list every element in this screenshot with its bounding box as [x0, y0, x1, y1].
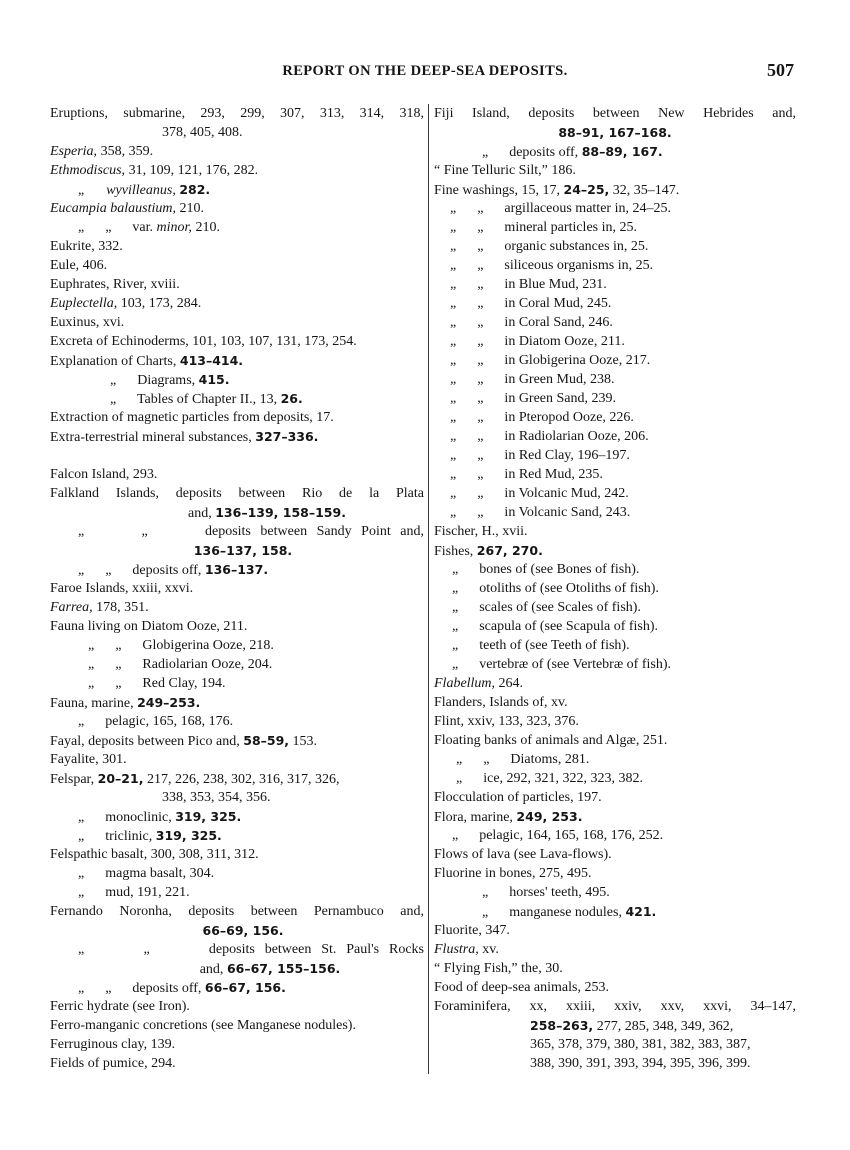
- index-entry: Fischer, H., xvii.: [434, 524, 528, 539]
- index-subentry: „ „ in Pteropod Ooze, 226.: [450, 410, 634, 425]
- index-subentry: „ scapula of (see Scapula of fish).: [452, 619, 659, 634]
- index-entry-continuation: 136–137, 158.: [193, 543, 293, 558]
- index-subentry: „ otoliths of (see Otoliths of fish).: [452, 581, 659, 596]
- index-subentry: „ „ in Green Sand, 239.: [450, 391, 617, 406]
- index-subentry: „ „ deposits between Sandy Point and,: [78, 524, 424, 539]
- index-entry: Euplectella, 103, 173, 284.: [50, 296, 202, 311]
- index-subentry: „ „ in Green Mud, 238.: [450, 372, 615, 387]
- index-entry: Ferric hydrate (see Iron).: [50, 999, 190, 1014]
- index-subentry: „ manganese nodules, 421.: [482, 904, 657, 920]
- index-subentry: „ „ in Red Clay, 196–197.: [450, 448, 630, 463]
- index-entry: Felspathic basalt, 300, 308, 311, 312.: [50, 847, 259, 862]
- index-entry: Fluorine in bones, 275, 495.: [434, 866, 592, 881]
- index-entry: Fiji Island, deposits between New Hebrides and,: [434, 106, 796, 121]
- index-entry: Euphrates, River, xviii.: [50, 277, 180, 292]
- index-subentry: „ teeth of (see Teeth of fish).: [452, 638, 630, 653]
- index-entry: Flint, xxiv, 133, 323, 376.: [434, 714, 579, 729]
- index-subentry: „ mud, 191, 221.: [78, 885, 190, 900]
- index-entry: Fauna, marine, 249–253.: [50, 695, 201, 711]
- index-entry: Falkland Islands, deposits between Rio de la Plata: [50, 486, 424, 501]
- index-entry-continuation: and, 66–67, 155–156.: [199, 961, 341, 977]
- index-column-right: [434, 104, 796, 1073]
- index-subentry: „ pelagic, 165, 168, 176.: [78, 714, 234, 729]
- index-entry: Fayal, deposits between Pico and, 58–59, 153.: [50, 733, 318, 749]
- index-subentry: „ „ in Coral Mud, 245.: [450, 296, 612, 311]
- index-entry: Extra-terrestrial mineral substances, 327–336.: [50, 429, 319, 445]
- index-subentry: „ „ deposits off, 136–137.: [78, 562, 269, 578]
- index-entry-continuation: 378, 405, 408.: [162, 125, 243, 140]
- index-subentry: „ „ Diatoms, 281.: [456, 752, 590, 767]
- index-subentry: „ „ var. minor, 210.: [78, 220, 220, 235]
- index-subentry: „ „ Radiolarian Ooze, 204.: [88, 657, 273, 672]
- index-entry: Ferro-manganic concretions (see Manganese nodules).: [50, 1018, 356, 1033]
- index-entry: Fauna living on Diatom Ooze, 211.: [50, 619, 248, 634]
- index-subentry: „ wyvilleanus, 282.: [78, 182, 211, 198]
- index-entry: Eucampia balaustium, 210.: [50, 201, 204, 216]
- section-gap: [50, 446, 424, 465]
- index-entry: Excreta of Echinoderms, 101, 103, 107, 131, 173, 254.: [50, 334, 357, 349]
- index-subentry: „ „ deposits between St. Paul's Rocks: [78, 942, 424, 957]
- index-entry: Fayalite, 301.: [50, 752, 127, 767]
- index-entry: Flustra, xv.: [434, 942, 499, 957]
- index-entry: Floating banks of animals and Algæ, 251.: [434, 733, 668, 748]
- index-entry-continuation: 365, 378, 379, 380, 381, 382, 383, 387,: [530, 1037, 751, 1052]
- column-divider: [428, 104, 429, 1074]
- index-subentry: „ „ in Volcanic Sand, 243.: [450, 505, 631, 520]
- index-entry: Felspar, 20–21, 217, 226, 238, 302, 316, 317, 326,: [50, 771, 340, 787]
- index-entry: Flanders, Islands of, xv.: [434, 695, 568, 710]
- index-entry-continuation: 88–91, 167–168.: [558, 125, 672, 140]
- page-number: 507: [767, 60, 794, 80]
- index-entry: Flocculation of particles, 197.: [434, 790, 602, 805]
- index-entry: Fernando Noronha, deposits between Pernambuco and,: [50, 904, 424, 919]
- index-entry: “ Fine Telluric Silt,” 186.: [434, 163, 576, 178]
- index-entry: Falcon Island, 293.: [50, 467, 158, 482]
- index-subentry: „ „ in Coral Sand, 246.: [450, 315, 613, 330]
- index-subentry: „ „ in Blue Mud, 231.: [450, 277, 607, 292]
- index-entry: Fluorite, 347.: [434, 923, 510, 938]
- index-entry: Farrea, 178, 351.: [50, 600, 149, 615]
- index-entry: Fine washings, 15, 17, 24–25, 32, 35–147.: [434, 182, 680, 198]
- index-subentry: „ scales of (see Scales of fish).: [452, 600, 641, 615]
- index-entry: Fishes, 267, 270.: [434, 543, 543, 559]
- index-entry: Euxinus, xvi.: [50, 315, 125, 330]
- index-entry: Flows of lava (see Lava-flows).: [434, 847, 612, 862]
- index-subentry: „ „ in Volcanic Mud, 242.: [450, 486, 629, 501]
- index-subentry: „ bones of (see Bones of fish).: [452, 562, 640, 577]
- index-subentry: „ monoclinic, 319, 325.: [78, 809, 242, 825]
- index-entry: Foraminifera, xx, xxiii, xxiv, xxv, xxvi, 34–147,: [434, 999, 796, 1014]
- index-subentry: „ magma basalt, 304.: [78, 866, 215, 881]
- page-header: [0, 60, 850, 84]
- index-subentry: „ Diagrams, 415.: [110, 372, 230, 388]
- index-subentry: „ horses' teeth, 495.: [482, 885, 610, 900]
- index-subentry: „ „ in Diatom Ooze, 211.: [450, 334, 625, 349]
- index-column-left: [50, 104, 424, 1073]
- index-entry: Faroe Islands, xxiii, xxvi.: [50, 581, 194, 596]
- index-entry-continuation: 66–69, 156.: [202, 923, 284, 938]
- index-entry-continuation: and, 136–139, 158–159.: [188, 505, 346, 521]
- index-subentry: „ „ argillaceous matter in, 24–25.: [450, 201, 671, 216]
- index-subentry: „ „ siliceous organisms in, 25.: [450, 258, 654, 273]
- running-title: REPORT ON THE DEEP-SEA DEPOSITS.: [282, 63, 568, 79]
- index-entry: Eruptions, submarine, 293, 299, 307, 313, 314, 318,: [50, 106, 424, 121]
- index-subentry: „ „ Red Clay, 194.: [88, 676, 226, 691]
- index-subentry: „ deposits off, 88–89, 167.: [482, 144, 663, 160]
- index-subentry: „ pelagic, 164, 165, 168, 176, 252.: [452, 828, 664, 843]
- index-entry: Eukrite, 332.: [50, 239, 123, 254]
- index-entry-continuation: 258–263, 277, 285, 348, 349, 362,: [530, 1018, 734, 1034]
- index-entry-continuation: 338, 353, 354, 356.: [162, 790, 271, 805]
- index-subentry: „ ice, 292, 321, 322, 323, 382.: [456, 771, 644, 786]
- index-entry: Ethmodiscus, 31, 109, 121, 176, 282.: [50, 163, 259, 178]
- index-subentry: „ „ Globigerina Ooze, 218.: [88, 638, 274, 653]
- index-subentry: „ „ deposits off, 66–67, 156.: [78, 980, 286, 996]
- index-subentry: „ Tables of Chapter II., 13, 26.: [110, 391, 303, 407]
- index-entry: Flora, marine, 249, 253.: [434, 809, 583, 825]
- index-subentry: „ „ in Red Mud, 235.: [450, 467, 603, 482]
- index-entry: Explanation of Charts, 413–414.: [50, 353, 244, 369]
- index-entry: Flabellum, 264.: [434, 676, 524, 691]
- index-subentry: „ vertebræ of (see Vertebræ of fish).: [452, 657, 672, 672]
- index-entry: Ferruginous clay, 139.: [50, 1037, 176, 1052]
- index-entry: Eule, 406.: [50, 258, 108, 273]
- index-subentry: „ „ in Radiolarian Ooze, 206.: [450, 429, 649, 444]
- index-entry: Extraction of magnetic particles from deposits, 17.: [50, 410, 334, 425]
- index-subentry: „ triclinic, 319, 325.: [78, 828, 222, 844]
- index-entry: Esperia, 358, 359.: [50, 144, 154, 159]
- index-entry: “ Flying Fish,” the, 30.: [434, 961, 563, 976]
- index-subentry: „ „ mineral particles in, 25.: [450, 220, 637, 235]
- index-entry: Food of deep-sea animals, 253.: [434, 980, 609, 995]
- index-subentry: „ „ organic substances in, 25.: [450, 239, 649, 254]
- index-entry: Fields of pumice, 294.: [50, 1056, 176, 1071]
- index-subentry: „ „ in Globigerina Ooze, 217.: [450, 353, 651, 368]
- index-entry-continuation: 388, 390, 391, 393, 394, 395, 396, 399.: [530, 1056, 751, 1071]
